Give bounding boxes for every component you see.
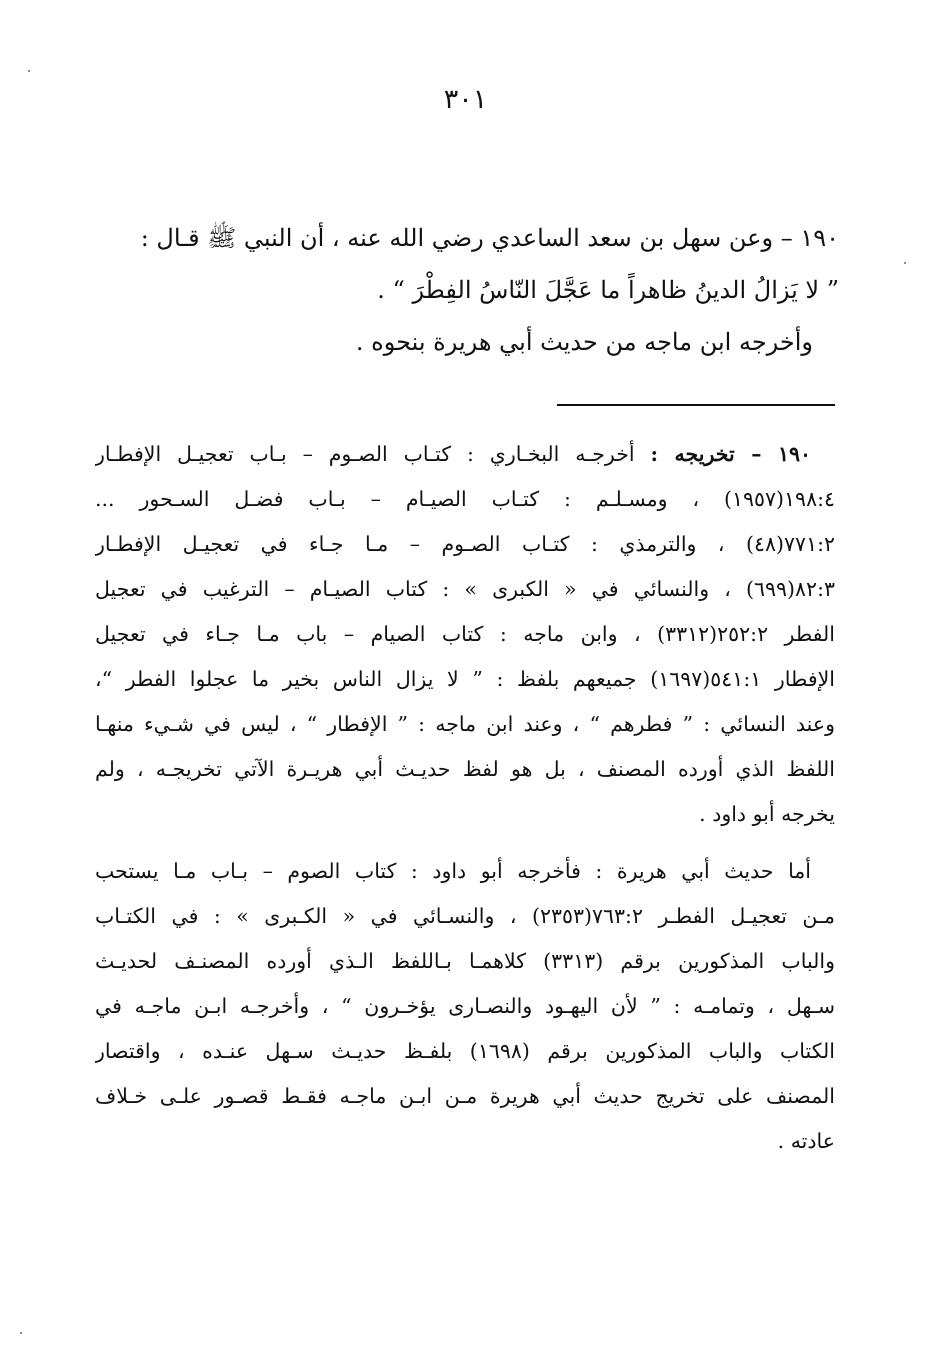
note-line-8: اللفظ الذي أورده المصنف ، بل هو لفظ حديـث أبي هريـرة الآتي تخريجـه ، ولم xyxy=(95,757,835,781)
hadith-line-3: وأخرجه ابن ماجه من حديث أبي هريرة بنحوه . xyxy=(355,328,813,356)
footnotes xyxy=(95,432,835,1164)
hadith-text xyxy=(89,212,839,368)
note-line-6: الإفطار ٥٤١:١(١٦٩٧) جميعهم بلفظ : ” لا يزال الناس بخير ما عجلوا الفطر “، xyxy=(95,667,835,691)
scan-speck xyxy=(28,70,30,72)
note-line-13: سـهل ، وتمامـه : ” لأن اليهـود والنصـارى يؤخـرون “ ، وأخرجـه ابـن ماجـه في xyxy=(95,994,835,1018)
note-line-3: ٧٧١:٢(٤٨) ، والترمذي : كتـاب الصـوم – مـا جـاء في تعجيـل الإفطـار xyxy=(95,532,835,556)
note-line-4: ٨٢:٣(٦٩٩) ، والنسائي في « الكبرى » : كتاب الصيـام – الترغيب في تعجيل xyxy=(95,577,835,601)
note-line-7: وعند النسائي : ” فطرهم “ ، وعند ابن ماجه : ” الإفطار “ ، ليس في شـيء منهـا xyxy=(95,712,835,736)
scan-speck xyxy=(20,1332,22,1334)
page-number: ٣٠١ xyxy=(443,84,488,115)
scan-speck xyxy=(904,262,906,264)
note-line-14: الكتاب والباب المذكورين برقم (١٦٩٨) بلفـظ حديـث سـهل عنـده ، واقتصار xyxy=(95,1039,835,1063)
note-line-9: يخرجه أبو داود . xyxy=(699,802,835,826)
note-line-1 xyxy=(95,432,835,477)
note-line-11: مـن تعجيـل الفطـر ٧٦٣:٢(٢٣٥٣) ، والنسـائي في « الكـبرى » : في الكتـاب xyxy=(95,904,835,928)
note-line-16: عادته . xyxy=(777,1129,835,1153)
note-line-10: أما حديث أبي هريرة : فأخرجه أبو داود : كتاب الصوم – بـاب مـا يستحب xyxy=(95,859,811,883)
note-line-12: والباب المذكورين برقم (٣٣١٣) كلاهمـا بـاللفظ الـذي أورده المصنـف لحديـث xyxy=(95,949,835,973)
hadith-line-1: ١٩٠ – وعن سهل بن سعد الساعدي رضي الله عنه ، أن النبي ﷺ قـال : xyxy=(140,224,839,252)
note-line-5: الفطر ٢٥٢:٢(٣٣١٢) ، وابن ماجه : كتاب الصيام – باب مـا جـاء في تعجيل xyxy=(95,622,835,646)
footnote-divider xyxy=(557,404,835,406)
note-line-1-text: أخرجـه البخـاري : كتـاب الصـوم – بـاب تعجيـل الإفطـار xyxy=(95,442,651,466)
hadith-line-2: ” لا يَزالُ الدينُ ظاهراً ما عَجَّلَ النّاسُ الفِطْرَ “ . xyxy=(377,276,839,304)
paragraph-gap xyxy=(95,837,835,849)
note-line-15: المصنف على تخريج حديث أبي هريرة مـن ابـن ماجـه فقـط قصـور علـى خـلاف xyxy=(95,1084,835,1108)
takhrij-heading: ١٩٠ – تخريجه : xyxy=(650,442,811,466)
note-line-2: ١٩٨:٤(١٩٥٧) ، ومسـلـم : كتـاب الصيـام – بـاب فضـل السـحور ... xyxy=(95,487,835,511)
